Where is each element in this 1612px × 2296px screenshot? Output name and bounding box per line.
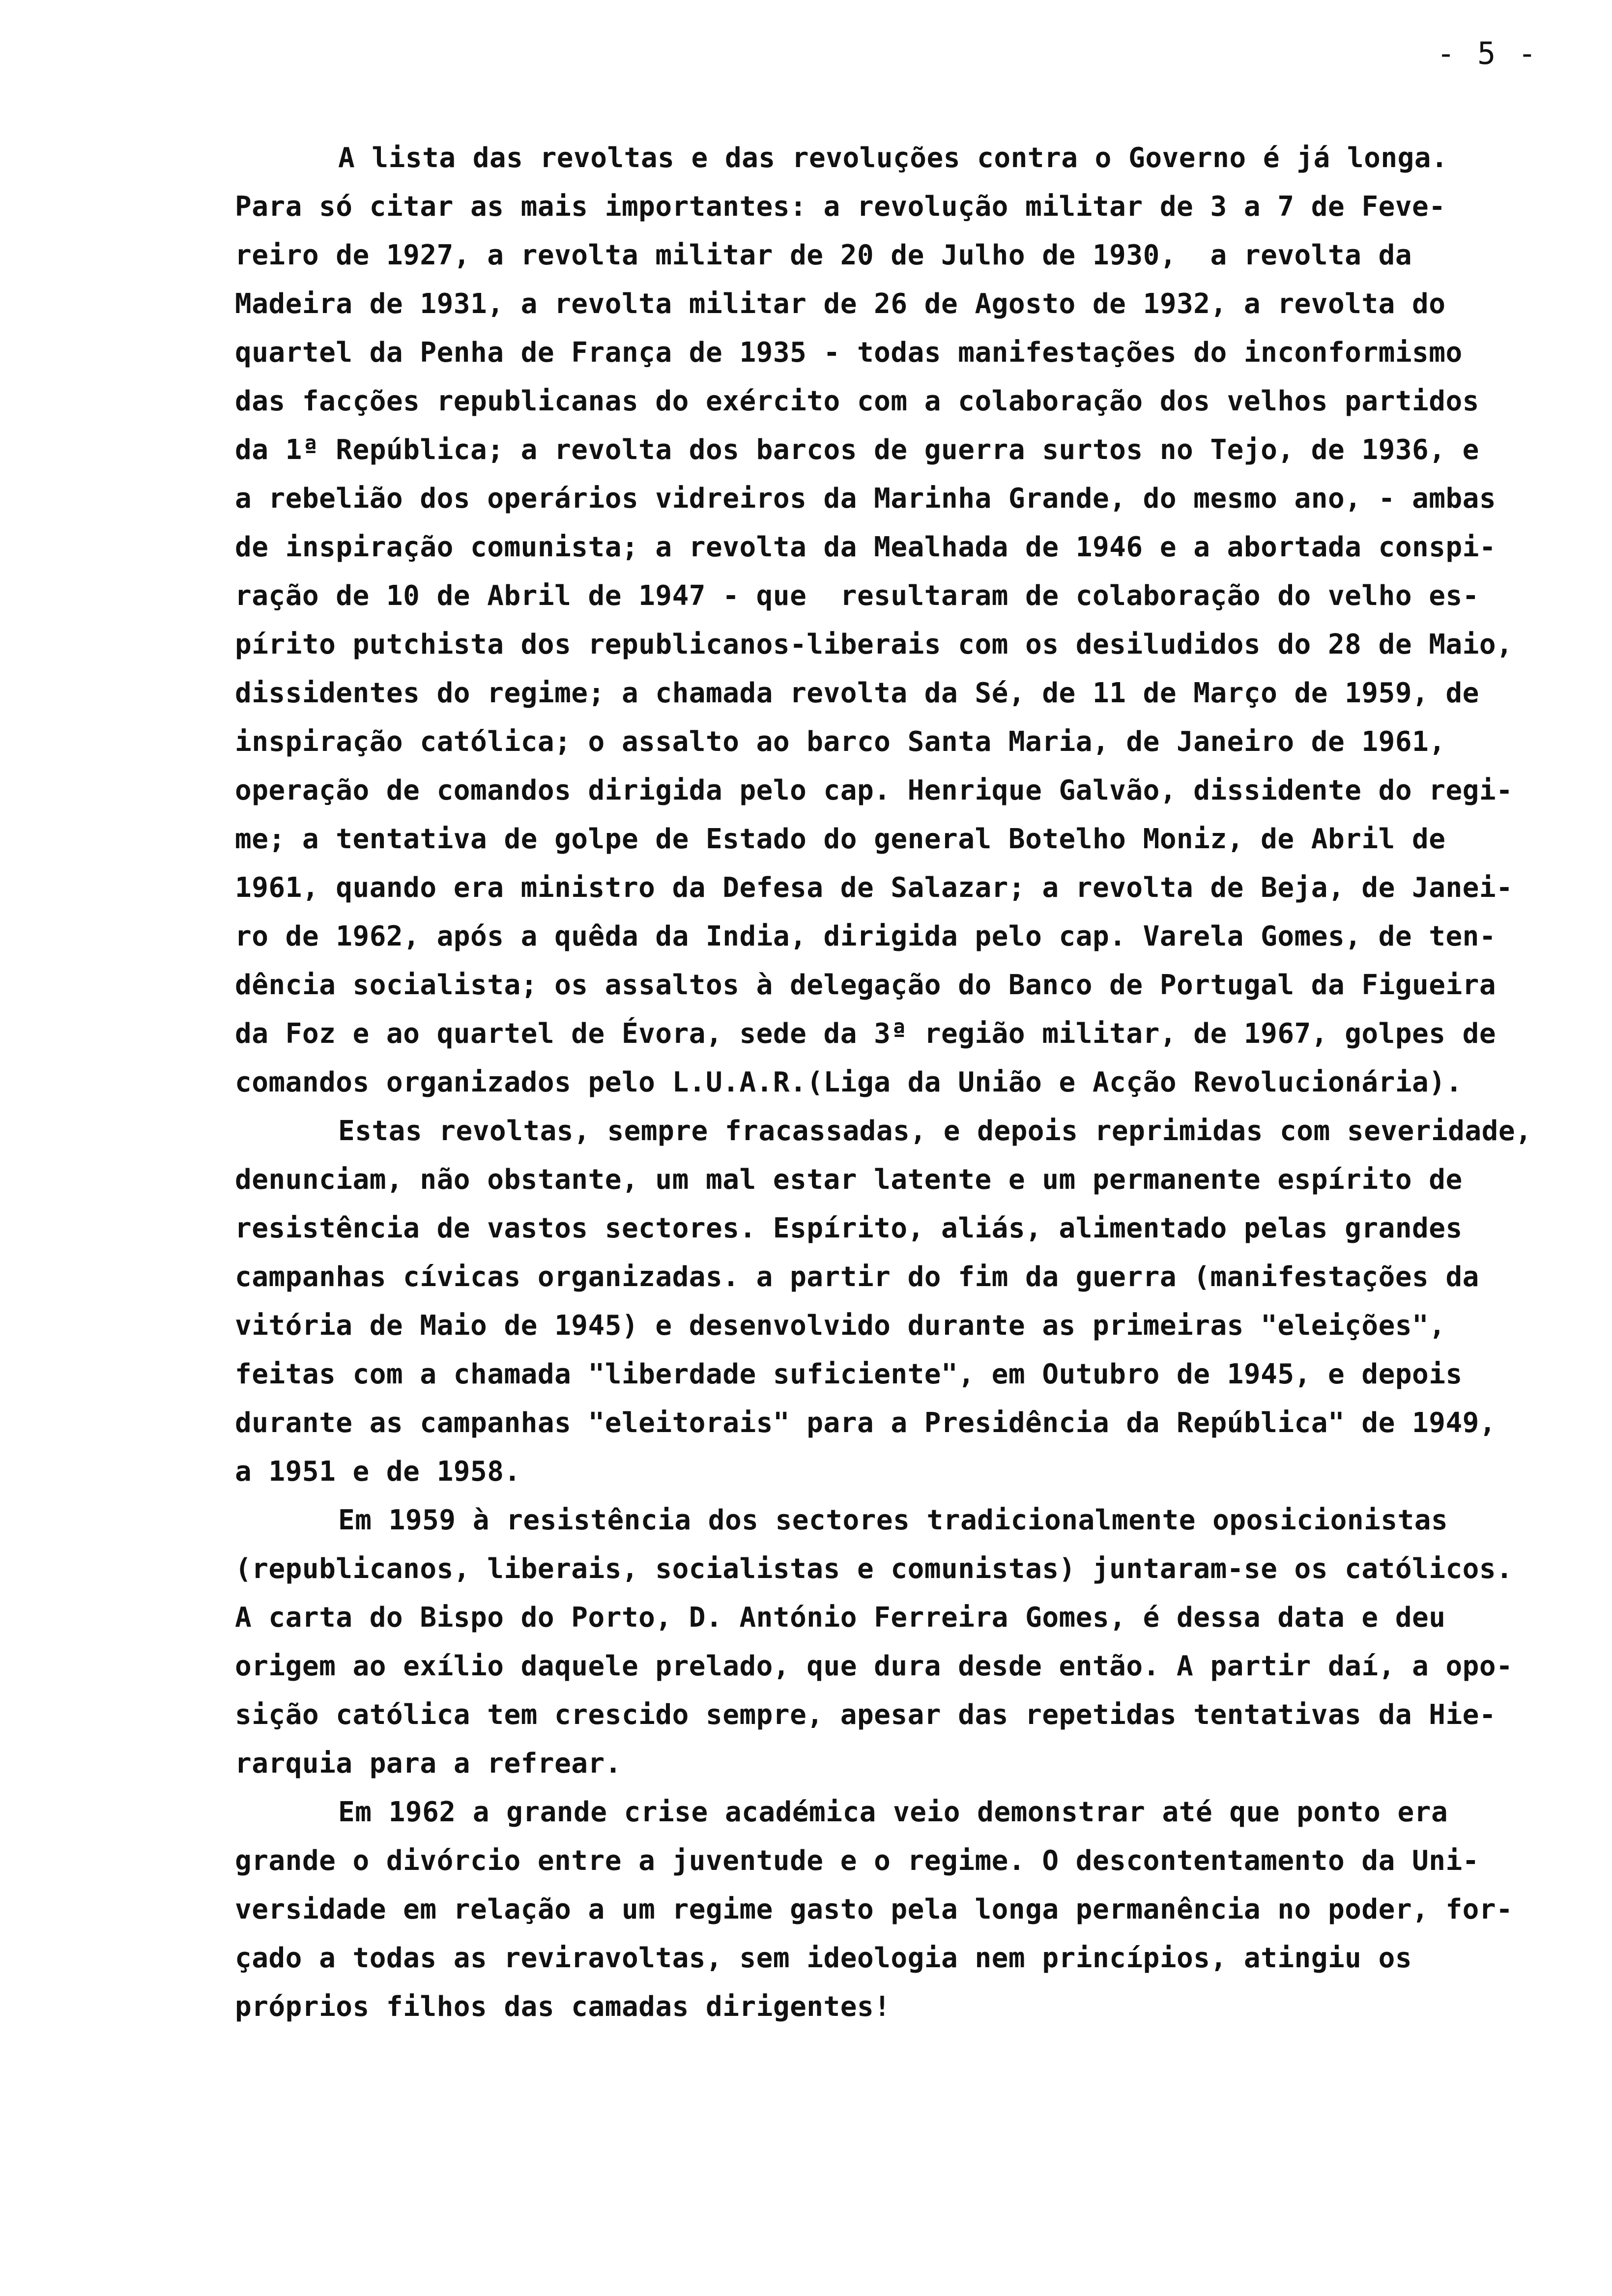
text-line: resistência de vastos sectores. Espírito, aliás, alimentado pelas grandes [235, 1212, 1463, 1244]
text-line: dência socialista; os assaltos à delegação do Banco de Portugal da Figueira [235, 969, 1497, 1001]
text-line: da 1ª República; a revolta dos barcos de guerra surtos no Tejo, de 1936, e [235, 434, 1479, 466]
text-line: Madeira de 1931, a revolta militar de 26 de Agosto de 1932, a revolta do [235, 288, 1446, 320]
text-line: sição católica tem crescido sempre, apesar das repetidas tentativas da Hie- [235, 1699, 1497, 1731]
text-line: versidade em relação a um regime gasto pela longa permanência no poder, for- [235, 1894, 1513, 1925]
text-line: A lista das revoltas e das revoluções contra o Governo é já longa. [338, 142, 1448, 174]
text-line: vitória de Maio de 1945) e desenvolvido durante as primeiras "eleições", [235, 1310, 1446, 1342]
text-line: da Foz e ao quartel de Évora, sede da 3ª região militar, de 1967, golpes de [235, 1018, 1497, 1050]
text-line: me; a tentativa de golpe de Estado do general Botelho Moniz, de Abril de [235, 823, 1446, 855]
text-line: Em 1962 a grande crise académica veio demonstrar até que ponto era [338, 1796, 1448, 1828]
text-line: inspiração católica; o assalto ao barco Santa Maria, de Janeiro de 1961, [235, 726, 1446, 758]
text-line: das facções republicanas do exército com a colaboração dos velhos partidos [235, 385, 1479, 417]
paragraph-resistance [235, 1107, 1601, 1496]
body-text [235, 134, 1601, 2031]
text-line: Estas revoltas, sempre fracassadas, e depois reprimidas com severidade, [338, 1115, 1532, 1147]
text-line: ração de 10 de Abril de 1947 - que resultaram de colaboração do velho es- [235, 580, 1479, 612]
text-line: reiro de 1927, a revolta militar de 20 de Julho de 1930, a revolta da [235, 239, 1412, 271]
paragraph-revolts-list [235, 134, 1601, 1107]
text-line: próprios filhos das camadas dirigentes! [235, 1991, 891, 2023]
text-line: quartel da Penha de França de 1935 - todas manifestações do inconformismo [235, 337, 1463, 369]
text-line: dissidentes do regime; a chamada revolta da Sé, de 11 de Março de 1959, de [235, 677, 1479, 709]
page-number: - 5 - [1437, 35, 1538, 71]
paragraph-academic-crisis [235, 1788, 1601, 2031]
text-line: (republicanos, liberais, socialistas e comunistas) juntaram-se os católicos. [235, 1553, 1513, 1585]
text-line: feitas com a chamada "liberdade suficiente", em Outubro de 1945, e depois [235, 1358, 1463, 1390]
text-line: origem ao exílio daquele prelado, que dura desde então. A partir daí, a opo- [235, 1650, 1513, 1682]
text-line: çado a todas as reviravoltas, sem ideologia nem princípios, atingiu os [235, 1942, 1412, 1974]
text-line: Para só citar as mais importantes: a revolução militar de 3 a 7 de Feve- [235, 191, 1446, 223]
text-line: a rebelião dos operários vidreiros da Marinha Grande, do mesmo ano, - ambas [235, 483, 1497, 515]
text-line: a 1951 e de 1958. [235, 1456, 521, 1488]
text-line: A carta do Bispo do Porto, D. António Ferreira Gomes, é dessa data e deu [235, 1602, 1446, 1634]
text-line: 1961, quando era ministro da Defesa de Salazar; a revolta de Beja, de Janei- [235, 872, 1513, 904]
text-line: grande o divórcio entre a juventude e o regime. O descontentamento da Uni- [235, 1845, 1479, 1877]
text-line: durante as campanhas "eleitorais" para a Presidência da República" de 1949, [235, 1407, 1497, 1439]
text-line: ro de 1962, após a quêda da India, dirigida pelo cap. Varela Gomes, de ten- [235, 920, 1497, 952]
text-line: de inspiração comunista; a revolta da Mealhada de 1946 e a abortada conspi- [235, 531, 1497, 563]
paragraph-catholics [235, 1496, 1601, 1788]
text-line: campanhas cívicas organizadas. a partir do fim da guerra (manifestações da [235, 1261, 1479, 1293]
text-line: rarquia para a refrear. [235, 1748, 622, 1779]
text-line: pírito putchista dos republicanos-liberais com os desiludidos do 28 de Maio, [235, 629, 1513, 660]
text-line: denunciam, não obstante, um mal estar latente e um permanente espírito de [235, 1164, 1463, 1196]
text-line: comandos organizados pelo L.U.A.R.(Liga da União e Acção Revolucionária). [235, 1066, 1463, 1098]
text-line: operação de comandos dirigida pelo cap. Henrique Galvão, dissidente do regi- [235, 775, 1513, 806]
text-line: Em 1959 à resistência dos sectores tradicionalmente oposicionistas [338, 1504, 1448, 1536]
